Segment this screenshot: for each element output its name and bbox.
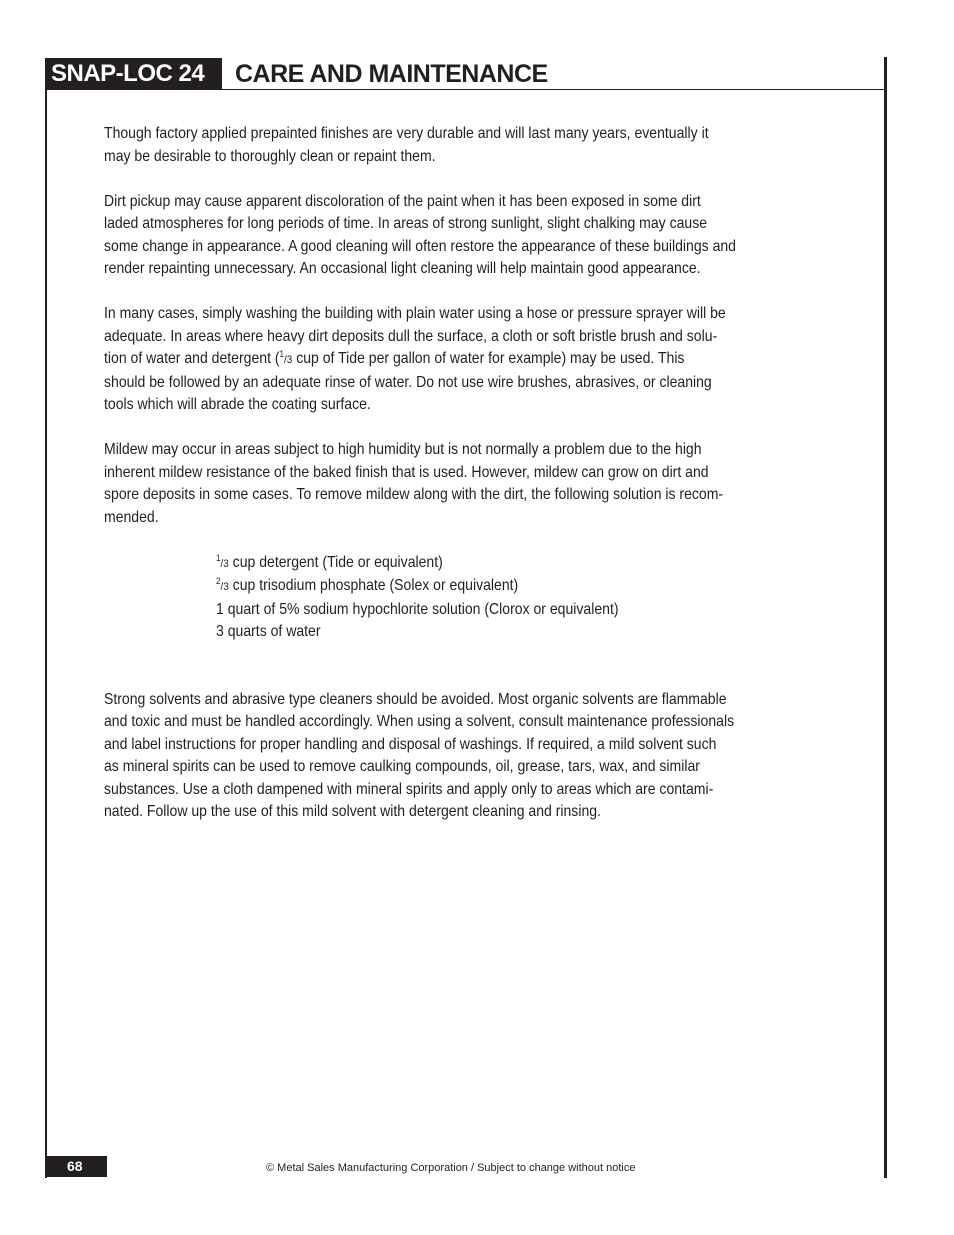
recipe-item-text: cup detergent (Tide or equivalent) — [228, 553, 443, 571]
paragraph-intro — [104, 123, 854, 168]
text-line: inherent mildew resistance of the baked finish that is used. However, mildew can grow on dirt and — [104, 463, 709, 481]
paragraph-mildew — [104, 439, 854, 529]
right-margin-rule — [884, 57, 887, 1178]
fraction-denominator: /3 — [220, 581, 229, 593]
fraction-denominator: /3 — [284, 354, 293, 366]
text-line: laded atmospheres for long periods of time. In areas of strong sunlight, slight chalking may cause — [104, 215, 708, 232]
footer-copyright: © Metal Sales Manufacturing Corporation / Subject to change without notice — [266, 1162, 636, 1174]
text-line: may be desirable to thoroughly clean or repaint them. — [104, 147, 436, 165]
text-line: Mildew may occur in areas subject to high humidity but is not normally a problem due to the high — [104, 441, 702, 458]
left-margin-rule — [45, 58, 47, 1178]
paragraph-dirt-pickup — [104, 191, 854, 281]
paragraph-solvents — [104, 689, 854, 824]
mildew-solution-recipe — [216, 552, 854, 644]
text-line: spore deposits in some cases. To remove mildew along with the dirt, the following solution is recom- — [104, 486, 724, 503]
text-line: Strong solvents and abrasive type cleaners should be avoided. Most organic solvents are flammable — [104, 690, 727, 708]
body-content — [104, 123, 854, 846]
text-line: and label instructions for proper handling and disposal of washings. If required, a mild solvent such — [104, 735, 717, 753]
product-badge: SNAP-LOC 24 — [45, 58, 222, 90]
text-line: Though factory applied prepainted finishes are very durable and will last many years, eventually it — [104, 125, 709, 142]
fraction-numerator: 1 — [279, 349, 285, 359]
fraction-denominator: /3 — [220, 557, 229, 570]
text-line: mended. — [104, 508, 159, 526]
text-line: substances. Use a cloth dampened with mineral spirits and apply only to areas which are contami- — [104, 780, 714, 798]
recipe-item — [216, 552, 790, 576]
fraction-numerator: 2 — [216, 576, 221, 586]
text-line: In many cases, simply washing the building with plain water using a hose or pressure sprayer will be — [104, 305, 726, 322]
paragraph-washing — [104, 303, 854, 417]
text-line: Dirt pickup may cause apparent discoloration of the paint when it has been exposed in some dirt — [104, 192, 701, 210]
recipe-item: 3 quarts of water — [216, 623, 321, 640]
text-line: nated. Follow up the use of this mild solvent with detergent cleaning and rinsing. — [104, 803, 601, 820]
text-line: as mineral spirits can be used to remove caulking compounds, oil, grease, tars, wax, and similar — [104, 758, 700, 775]
page-number: 68 — [45, 1156, 107, 1177]
text-line: and toxic and must be handled accordingly. When using a solvent, consult maintenance professionals — [104, 713, 735, 730]
text-line: render repainting unnecessary. An occasional light cleaning will help maintain good appearance. — [104, 260, 701, 277]
text-line-with-fraction — [104, 348, 779, 372]
text-segment: tion of water and detergent ( — [104, 350, 280, 367]
text-line: tools which will abrade the coating surface. — [104, 396, 371, 413]
fraction-numerator: 1 — [216, 552, 221, 563]
text-line: adequate. In areas where heavy dirt deposits dull the surface, a cloth or soft bristle brush and solu- — [104, 327, 718, 345]
text-line: some change in appearance. A good cleaning will often restore the appearance of these buildings and — [104, 237, 736, 255]
text-line: should be followed by an adequate rinse of water. Do not use wire brushes, abrasives, or cleaning — [104, 373, 712, 391]
recipe-item — [216, 575, 790, 599]
page-title: CARE AND MAINTENANCE — [235, 60, 548, 88]
text-segment: cup of Tide per gallon of water for example) may be used. This — [292, 350, 685, 367]
recipe-item-text: cup trisodium phosphate (Solex or equivalent) — [228, 577, 519, 594]
recipe-item: 1 quart of 5% sodium hypochlorite solution (Clorox or equivalent) — [216, 600, 619, 618]
